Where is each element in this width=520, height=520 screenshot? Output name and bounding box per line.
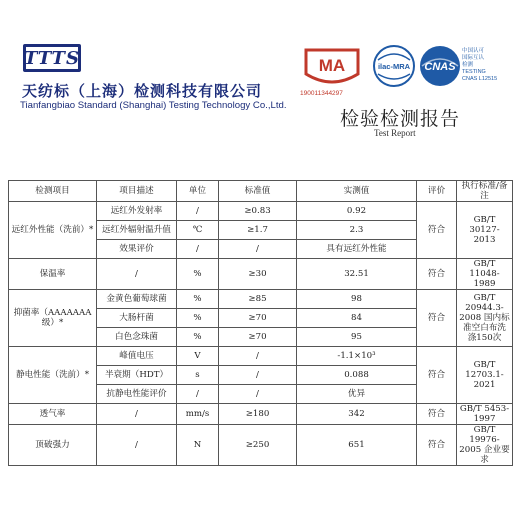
cnas-icon (418, 44, 462, 88)
cell-meas: 95 (297, 328, 417, 347)
cell-eval: 符合 (417, 290, 457, 347)
cell-method: GB/T 30127-2013 (457, 202, 513, 259)
cell-meas: 32.51 (297, 259, 417, 290)
cell-eval: 符合 (417, 202, 457, 259)
cell-meas: 0.088 (297, 366, 417, 385)
table-header-row (9, 181, 513, 202)
cnas-info-line: CNAS L12515 (462, 76, 498, 82)
cell-std: ≥70 (219, 309, 297, 328)
cell-desc: / (97, 259, 177, 290)
cnas-info (462, 48, 497, 83)
cell-std: ≥0.83 (219, 202, 297, 221)
cell-unit: / (177, 240, 219, 259)
cell-eval: 符合 (417, 347, 457, 404)
cell-unit: % (177, 290, 219, 309)
cell-desc: 半衰期（HDT） (97, 366, 177, 385)
item-air: 透气率 (9, 404, 97, 425)
table-row (9, 290, 513, 309)
cnas-label: CNAS (424, 61, 456, 73)
cnas-info-line: 检测 (462, 62, 474, 68)
company-logo (23, 44, 81, 72)
cell-desc: 抗静电性能评价 (97, 385, 177, 404)
cnas-info-line: 国际互认 (462, 55, 485, 61)
cell-meas: 98 (297, 290, 417, 309)
cell-method: GB/T 12703.1-2021 (457, 347, 513, 404)
cell-std: / (219, 347, 297, 366)
cell-std: / (219, 385, 297, 404)
logo-text: TTTS (24, 47, 80, 69)
ma-code: 190011344297 (300, 90, 343, 97)
table-row (9, 347, 513, 366)
table-row (9, 425, 513, 466)
cnas-info-line: 中国认可 (462, 48, 485, 54)
cell-std: / (219, 366, 297, 385)
cell-meas: -1.1×10³ (297, 347, 417, 366)
cell-unit: % (177, 328, 219, 347)
cell-method: GB/T 19976-2005 企业要求 (457, 425, 513, 466)
company-name-en: Tianfangbiao Standard (Shanghai) Testing Technology Co.,Ltd. (20, 100, 287, 111)
report-title-en: Test Report (374, 128, 416, 138)
cell-meas: 84 (297, 309, 417, 328)
header-std: 标准值 (219, 181, 297, 202)
item-warmth: 保温率 (9, 259, 97, 290)
header-unit: 单位 (177, 181, 219, 202)
cell-method: GB/T 11048-1989 (457, 259, 513, 290)
header-method: 执行标准/备注 (457, 181, 513, 202)
report-header (0, 0, 520, 160)
cell-std: ≥1.7 (219, 221, 297, 240)
cell-desc: 远红外辐射温升值 (97, 221, 177, 240)
header-meas: 实测值 (297, 181, 417, 202)
report-title-cn: 检验检测报告 (340, 108, 461, 130)
cell-unit: / (177, 385, 219, 404)
cell-unit: mm/s (177, 404, 219, 425)
cell-std: ≥85 (219, 290, 297, 309)
cell-meas: 0.92 (297, 202, 417, 221)
header-item: 检测项目 (9, 181, 97, 202)
cell-eval: 符合 (417, 425, 457, 466)
cell-meas: 342 (297, 404, 417, 425)
item-infrared: 远红外性能（洗前）* (9, 202, 97, 259)
cell-desc: 效果评价 (97, 240, 177, 259)
item-antibacterial: 抑菌率（AAAAAAA级）* (9, 290, 97, 347)
cell-eval: 符合 (417, 259, 457, 290)
cell-method: GB/T 20944.3-2008 国内标准空白布洗涤150次 (457, 290, 513, 347)
table-row (9, 259, 513, 290)
item-static: 静电性能（洗前）* (9, 347, 97, 404)
cell-std: ≥30 (219, 259, 297, 290)
cell-desc: 白色念珠菌 (97, 328, 177, 347)
ilac-label: ilac-MRA (377, 62, 411, 71)
header-desc: 项目描述 (97, 181, 177, 202)
ma-label: MA (318, 56, 346, 75)
cell-desc: 大肠杆菌 (97, 309, 177, 328)
header-eval: 评价 (417, 181, 457, 202)
cell-meas: 具有远红外性能 (297, 240, 417, 259)
cell-unit: N (177, 425, 219, 466)
cell-method: GB/T 5453-1997 (457, 404, 513, 425)
cell-desc: 峰值电压 (97, 347, 177, 366)
company-name-cn: 天纺标（上海）检测科技有限公司 (22, 82, 263, 100)
ilac-mra-icon (370, 42, 418, 90)
cell-desc: / (97, 404, 177, 425)
cell-desc: 金黄色葡萄球菌 (97, 290, 177, 309)
cell-std: ≥70 (219, 328, 297, 347)
cnas-info-line: TESTING (462, 69, 486, 75)
cell-meas: 651 (297, 425, 417, 466)
cell-unit: s (177, 366, 219, 385)
cell-meas: 优异 (297, 385, 417, 404)
cell-unit: % (177, 259, 219, 290)
cell-unit: ℃ (177, 221, 219, 240)
cell-desc: 远红外发射率 (97, 202, 177, 221)
cell-unit: % (177, 309, 219, 328)
cell-std: ≥180 (219, 404, 297, 425)
cell-eval: 符合 (417, 404, 457, 425)
cell-meas: 2.3 (297, 221, 417, 240)
table-row (9, 404, 513, 425)
cell-std: / (219, 240, 297, 259)
test-results-table (8, 180, 513, 466)
item-burst: 顶破强力 (9, 425, 97, 466)
cell-unit: / (177, 202, 219, 221)
ma-cert-icon (300, 46, 364, 90)
cell-std: ≥250 (219, 425, 297, 466)
cell-unit: V (177, 347, 219, 366)
cell-desc: / (97, 425, 177, 466)
table-row (9, 202, 513, 221)
